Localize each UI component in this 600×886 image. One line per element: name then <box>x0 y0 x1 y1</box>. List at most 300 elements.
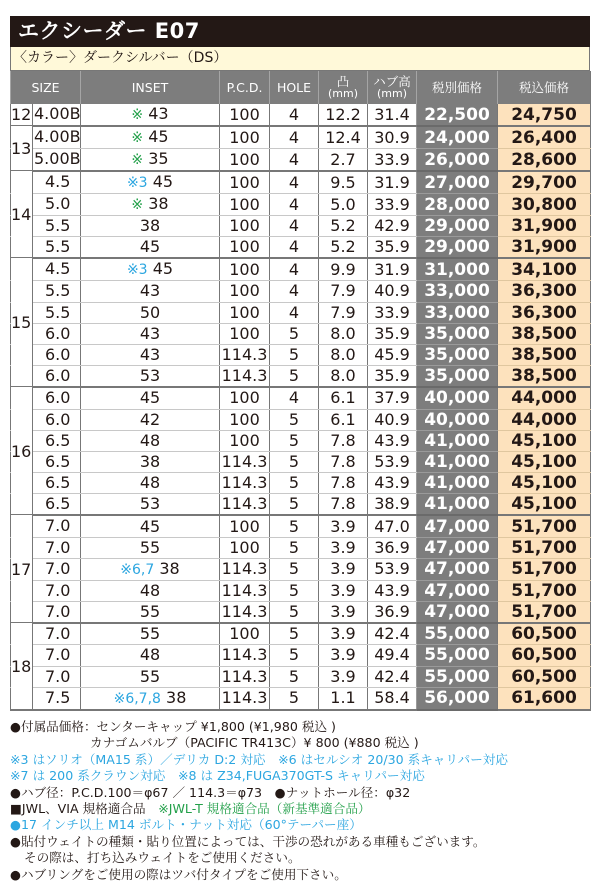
hole-cell: 4 <box>270 104 319 126</box>
inset-value: 48 <box>139 430 161 450</box>
hole-cell: 5 <box>270 451 319 472</box>
header-offset <box>319 71 368 104</box>
table-row <box>11 515 591 537</box>
offset-cell: 7.9 <box>319 281 368 302</box>
rim-size: 6.5 <box>45 494 71 514</box>
inset-cell <box>81 323 220 344</box>
inset-cell <box>81 281 220 302</box>
table-row <box>11 666 591 687</box>
hole-cell: 4 <box>270 216 319 237</box>
pcd-cell: 100 <box>220 194 270 216</box>
inset-cell <box>81 666 220 687</box>
fitment-note-marker: ※3 <box>126 175 148 191</box>
hub-diameter-note: ●ハブ径：P.C.D.100＝φ67 ／ 114.3＝φ73 ●ナットホール径：φ32 <box>10 784 411 800</box>
table-row <box>11 149 591 172</box>
price-pretax-cell: 55,000 <box>417 645 498 666</box>
price-taxin-cell: 36,300 <box>498 281 591 302</box>
hole-cell: 5 <box>270 366 319 388</box>
inset-value: 45 <box>139 516 161 536</box>
inset-value: 55 <box>139 624 161 644</box>
hub-height-cell: 33.9 <box>368 302 417 323</box>
pcd-cell: 114.3 <box>220 451 270 472</box>
inset-cell <box>81 171 220 194</box>
offset-cell: 9.9 <box>319 258 368 281</box>
diameter-divider <box>32 623 33 710</box>
inset-value: 43 <box>139 281 161 301</box>
table-row <box>11 302 591 323</box>
inset-value: 43 <box>139 345 161 365</box>
offset-cell: 9.5 <box>319 171 368 194</box>
rim-size: 7.5 <box>45 687 71 707</box>
table-row <box>11 258 591 281</box>
table-row <box>11 323 591 344</box>
rim-size: 6.0 <box>45 366 71 386</box>
hub-height-cell: 53.9 <box>368 451 417 472</box>
price-taxin-cell: 60,500 <box>498 666 591 687</box>
inset-cell <box>81 687 220 710</box>
pcd-cell: 114.3 <box>220 473 270 494</box>
inset-cell <box>81 645 220 666</box>
hub-height-cell: 43.9 <box>368 430 417 451</box>
price-pretax-cell: 22,500 <box>417 104 498 126</box>
price-taxin-cell: 34,100 <box>498 258 591 281</box>
price-taxin-cell: 45,100 <box>498 494 591 516</box>
table-row <box>11 387 591 409</box>
offset-cell: 8.0 <box>319 344 368 365</box>
rim-size: 7.0 <box>45 666 71 686</box>
inset-cell <box>81 558 220 580</box>
inset-cell <box>81 537 220 558</box>
table-row <box>11 104 591 126</box>
price-pretax-cell: 41,000 <box>417 430 498 451</box>
hub-height-cell: 30.9 <box>368 126 417 149</box>
offset-cell: 6.1 <box>319 387 368 409</box>
offset-cell: 7.8 <box>319 473 368 494</box>
header-offset-label: 凸 <box>336 74 350 90</box>
inset-value: 55 <box>139 666 161 686</box>
offset-cell: 7.8 <box>319 430 368 451</box>
offset-cell: 3.9 <box>319 645 368 666</box>
inset-value: 50 <box>139 302 161 322</box>
header-hub-label: ハブ高 <box>373 74 411 90</box>
pcd-cell: 100 <box>220 104 270 126</box>
pcd-cell: 114.3 <box>220 366 270 388</box>
table-body <box>11 104 591 710</box>
table-row <box>11 344 591 365</box>
inset-value: 35 <box>148 149 169 168</box>
rim-diameter: 13 <box>11 139 32 158</box>
hole-cell: 5 <box>270 558 319 580</box>
inset-cell <box>81 149 220 172</box>
offset-cell: 3.9 <box>319 666 368 687</box>
price-taxin-cell: 38,500 <box>498 344 591 365</box>
inset-value: 48 <box>139 473 161 493</box>
price-pretax-cell: 29,000 <box>417 237 498 259</box>
inset-cell <box>81 430 220 451</box>
diameter-divider <box>32 171 33 259</box>
offset-cell: 3.9 <box>319 602 368 624</box>
price-taxin-cell: 45,100 <box>498 473 591 494</box>
rim-size: 5.5 <box>45 237 71 257</box>
table-row <box>11 126 591 149</box>
hub-height-cell: 42.4 <box>368 623 417 645</box>
price-pretax-cell: 41,000 <box>417 494 498 516</box>
rim-size: 6.0 <box>45 388 71 408</box>
table-row <box>11 687 591 710</box>
inset-value: 53 <box>139 494 161 514</box>
hub-height-cell: 36.9 <box>368 537 417 558</box>
rim-size: 7.0 <box>45 645 71 665</box>
inset-cell <box>81 258 220 281</box>
hole-cell: 5 <box>270 430 319 451</box>
pcd-cell: 100 <box>220 281 270 302</box>
hole-cell: 4 <box>270 302 319 323</box>
hub-height-cell: 43.9 <box>368 473 417 494</box>
hub-height-cell: 37.9 <box>368 387 417 409</box>
pcd-cell: 100 <box>220 409 270 430</box>
inset-value: 38 <box>139 216 161 236</box>
hole-cell: 4 <box>270 258 319 281</box>
price-pretax-cell: 41,000 <box>417 473 498 494</box>
price-pretax-cell: 27,000 <box>417 171 498 194</box>
table-row <box>11 171 591 194</box>
hub-height-cell: 31.9 <box>368 171 417 194</box>
hub-height-cell: 33.9 <box>368 194 417 216</box>
pcd-cell: 114.3 <box>220 558 270 580</box>
price-taxin-cell: 61,600 <box>498 687 591 710</box>
price-pretax-cell: 33,000 <box>417 302 498 323</box>
header-inset: INSET <box>81 71 220 104</box>
rim-diameter: 16 <box>11 441 32 461</box>
rim-size: 6.5 <box>45 473 71 493</box>
hole-cell: 5 <box>270 494 319 516</box>
rim-diameter: 12 <box>11 105 32 124</box>
pcd-cell: 114.3 <box>220 666 270 687</box>
price-taxin-cell: 31,900 <box>498 216 591 237</box>
table-row <box>11 366 591 388</box>
hole-cell: 4 <box>270 387 319 409</box>
price-taxin-cell: 60,500 <box>498 623 591 645</box>
price-pretax-cell: 56,000 <box>417 687 498 710</box>
footnotes <box>10 719 600 883</box>
pcd-cell: 100 <box>220 258 270 281</box>
price-pretax-cell: 40,000 <box>417 409 498 430</box>
hole-cell: 5 <box>270 623 319 645</box>
pcd-cell: 100 <box>220 302 270 323</box>
price-pretax-cell: 29,000 <box>417 216 498 237</box>
price-taxin-cell: 38,500 <box>498 323 591 344</box>
fitment-note-marker: ※6,7,8 <box>113 690 161 707</box>
header-size: SIZE <box>11 71 81 104</box>
header-price-taxin: 税込価格 <box>498 71 591 104</box>
price-pretax-cell: 47,000 <box>417 537 498 558</box>
offset-cell: 6.1 <box>319 409 368 430</box>
inset-value: 42 <box>139 409 161 429</box>
inset-cell <box>81 366 220 388</box>
price-pretax-cell: 47,000 <box>417 602 498 624</box>
price-pretax-cell: 35,000 <box>417 366 498 388</box>
hubring-note: ●ハブリングをご使用の際はツバ付タイプをご使用下さい。 <box>10 866 347 882</box>
pcd-cell: 114.3 <box>220 494 270 516</box>
offset-cell: 3.9 <box>319 537 368 558</box>
price-taxin-cell: 36,300 <box>498 302 591 323</box>
jwl-via-text: ■JWL、VIA 規格適合品 <box>10 801 159 817</box>
rim-size: 7.0 <box>45 624 71 644</box>
inset-cell <box>81 580 220 601</box>
offset-cell: 2.7 <box>319 149 368 172</box>
table-row <box>11 602 591 624</box>
inset-value: 38 <box>159 558 180 578</box>
table-row <box>11 645 591 666</box>
price-pretax-cell: 28,000 <box>417 194 498 216</box>
rim-diameter: 18 <box>11 656 32 676</box>
rim-size: 7.0 <box>45 558 71 578</box>
offset-cell: 8.0 <box>319 366 368 388</box>
hub-height-cell: 49.4 <box>368 645 417 666</box>
hub-height-cell: 58.4 <box>368 687 417 710</box>
rim-size: 5.00B <box>34 149 81 168</box>
inset-value: 45 <box>139 388 161 408</box>
hole-cell: 5 <box>270 473 319 494</box>
hub-height-cell: 31.4 <box>368 104 417 126</box>
rim-size: 4.00B <box>34 127 81 146</box>
hub-height-cell: 45.9 <box>368 344 417 365</box>
rim-size: 6.0 <box>45 409 71 429</box>
price-taxin-cell: 51,700 <box>498 537 591 558</box>
price-pretax-cell: 41,000 <box>417 451 498 472</box>
inset-value: 48 <box>139 580 161 600</box>
inset-cell <box>81 387 220 409</box>
hole-cell: 5 <box>270 515 319 537</box>
pcd-cell: 100 <box>220 387 270 409</box>
rim-size: 5.0 <box>45 194 71 213</box>
hole-cell: 4 <box>270 171 319 194</box>
inset-value: 55 <box>139 602 161 622</box>
diameter-divider <box>32 515 33 624</box>
table-row <box>11 558 591 580</box>
table-row <box>11 281 591 302</box>
pcd-cell: 100 <box>220 149 270 172</box>
offset-cell: 3.9 <box>319 623 368 645</box>
offset-cell: 5.2 <box>319 216 368 237</box>
price-taxin-cell: 31,900 <box>498 237 591 259</box>
offset-cell: 3.9 <box>319 558 368 580</box>
hole-cell: 5 <box>270 323 319 344</box>
inset-value: 38 <box>148 194 169 213</box>
inset-cell <box>81 494 220 516</box>
offset-cell: 12.4 <box>319 126 368 149</box>
inset-cell <box>81 473 220 494</box>
inset-cell <box>81 409 220 430</box>
price-pretax-cell: 55,000 <box>417 623 498 645</box>
inset-cell <box>81 515 220 537</box>
price-pretax-cell: 26,000 <box>417 149 498 172</box>
fitment-note-marker: ※ <box>131 197 144 213</box>
inset-cell <box>81 104 220 126</box>
inset-value: 55 <box>139 537 161 557</box>
price-pretax-cell: 47,000 <box>417 515 498 537</box>
hole-cell: 5 <box>270 580 319 601</box>
diameter-divider <box>32 126 33 172</box>
fitment-note-marker: ※ <box>131 107 144 123</box>
fitment-note-2: ※7 は 200 系クラウン対応 ※8 は Z34,FUGA370GT-S キャリパー対応 <box>10 768 425 784</box>
header-offset-unit: (mm) <box>327 87 358 101</box>
rim-size: 6.5 <box>45 430 71 450</box>
price-taxin-cell: 44,000 <box>498 387 591 409</box>
pcd-cell: 100 <box>220 323 270 344</box>
inset-value: 38 <box>139 451 161 471</box>
header-hub-unit: (mm) <box>376 87 407 101</box>
hole-cell: 4 <box>270 149 319 172</box>
product-title: エクシーダー E07 <box>10 16 590 47</box>
price-taxin-cell: 60,500 <box>498 645 591 666</box>
price-pretax-cell: 55,000 <box>417 666 498 687</box>
offset-cell: 12.2 <box>319 104 368 126</box>
hub-height-cell: 40.9 <box>368 281 417 302</box>
hub-height-cell: 42.4 <box>368 666 417 687</box>
rim-size: 7.0 <box>45 516 71 536</box>
offset-cell: 5.2 <box>319 237 368 259</box>
inset-cell <box>81 126 220 149</box>
spec-sheet <box>10 16 590 711</box>
pcd-cell: 114.3 <box>220 687 270 710</box>
fitment-note-marker: ※ <box>131 152 144 168</box>
fitment-note-marker: ※3 <box>126 262 148 279</box>
hub-height-cell: 47.0 <box>368 515 417 537</box>
inset-cell <box>81 623 220 645</box>
pcd-cell: 114.3 <box>220 580 270 601</box>
hole-cell: 5 <box>270 602 319 624</box>
rim-diameter: 17 <box>11 559 32 579</box>
pcd-cell: 114.3 <box>220 344 270 365</box>
price-taxin-cell: 51,700 <box>498 602 591 624</box>
hole-cell: 5 <box>270 666 319 687</box>
header-hub-height <box>368 71 417 104</box>
price-taxin-cell: 28,600 <box>498 149 591 172</box>
table-row <box>11 580 591 601</box>
rim-size: 5.5 <box>45 216 71 235</box>
table-row <box>11 409 591 430</box>
hole-cell: 5 <box>270 687 319 710</box>
diameter-divider <box>32 387 33 516</box>
hole-cell: 5 <box>270 645 319 666</box>
price-taxin-cell: 51,700 <box>498 515 591 537</box>
price-pretax-cell: 35,000 <box>417 323 498 344</box>
fitment-note-marker: ※ <box>131 130 144 146</box>
inset-value: 45 <box>139 237 161 257</box>
rim-diameter: 14 <box>11 205 32 224</box>
weight-note-1: ●貼付ウェイトの種類・貼り位置によっては、干渉の恐れがある車種もございます。 <box>10 833 486 849</box>
hub-height-cell: 35.9 <box>368 323 417 344</box>
rim-size: 6.0 <box>45 344 71 364</box>
inset-value: 45 <box>152 172 174 191</box>
inset-cell <box>81 194 220 216</box>
jwl-t-text: ※JWL-T 規格適合品（新基準適合品） <box>158 801 371 817</box>
accessory-price-note: ●付属品価格：センターキャップ ¥1,800 (¥1,980 税込 ) <box>10 719 336 734</box>
price-taxin-cell: 45,100 <box>498 451 591 472</box>
inset-value: 45 <box>148 127 169 146</box>
offset-cell: 7.8 <box>319 494 368 516</box>
price-pretax-cell: 24,000 <box>417 126 498 149</box>
rim-size: 6.0 <box>45 323 71 343</box>
pcd-cell: 100 <box>220 237 270 259</box>
diameter-divider <box>32 258 33 388</box>
price-taxin-cell: 44,000 <box>498 409 591 430</box>
valve-price-note: カナゴムバルブ（PACIFIC TR413C）¥ 800 (¥880 税込 ) <box>90 735 419 751</box>
header-pcd: P.C.D. <box>220 71 270 104</box>
hub-height-cell: 38.9 <box>368 494 417 516</box>
rim-size: 4.5 <box>45 259 71 279</box>
fitment-note-1: ※3 はソリオ（MA15 系）／デリカ D:2 対応 ※6 はセルシオ 20/30 系キャリパー対応 <box>10 751 508 767</box>
table-row <box>11 237 591 259</box>
inset-cell <box>81 602 220 624</box>
inset-value: 38 <box>166 687 187 707</box>
hole-cell: 4 <box>270 237 319 259</box>
inset-cell <box>81 237 220 259</box>
hub-height-cell: 35.9 <box>368 366 417 388</box>
price-pretax-cell: 40,000 <box>417 387 498 409</box>
pcd-cell: 100 <box>220 171 270 194</box>
offset-cell: 7.9 <box>319 302 368 323</box>
rim-size: 7.0 <box>45 602 71 621</box>
hub-height-cell: 36.9 <box>368 602 417 624</box>
pcd-cell: 100 <box>220 623 270 645</box>
table-row <box>11 537 591 558</box>
rim-size: 4.5 <box>45 172 71 191</box>
price-pretax-cell: 47,000 <box>417 580 498 601</box>
hole-cell: 5 <box>270 409 319 430</box>
certification-note <box>10 801 600 817</box>
hole-cell: 5 <box>270 537 319 558</box>
inset-cell <box>81 302 220 323</box>
hub-height-cell: 43.9 <box>368 580 417 601</box>
rim-size: 4.00B <box>34 104 81 123</box>
spec-table <box>10 71 591 711</box>
hole-cell: 4 <box>270 126 319 149</box>
weight-note-2: その際は、打ち込みウェイトをご使用ください。 <box>24 850 301 866</box>
header-price-pretax: 税別価格 <box>417 71 498 104</box>
inset-cell <box>81 344 220 365</box>
price-taxin-cell: 45,100 <box>498 430 591 451</box>
rim-diameter: 15 <box>11 313 32 332</box>
pcd-cell: 100 <box>220 430 270 451</box>
table-row <box>11 451 591 472</box>
pcd-cell: 100 <box>220 515 270 537</box>
price-taxin-cell: 30,800 <box>498 194 591 216</box>
hole-cell: 4 <box>270 194 319 216</box>
table-row <box>11 194 591 216</box>
table-row <box>11 430 591 451</box>
pcd-cell: 100 <box>220 216 270 237</box>
fitment-note-marker: ※6,7 <box>120 561 155 578</box>
color-label: 〈カラー〉ダークシルバー（DS） <box>10 47 590 71</box>
hub-height-cell: 53.9 <box>368 558 417 580</box>
header-hole: HOLE <box>270 71 319 104</box>
price-pretax-cell: 33,000 <box>417 281 498 302</box>
inset-value: 45 <box>152 259 174 279</box>
price-pretax-cell: 31,000 <box>417 258 498 281</box>
price-pretax-cell: 47,000 <box>417 558 498 580</box>
rim-size: 5.5 <box>45 281 71 301</box>
pcd-cell: 100 <box>220 126 270 149</box>
hub-height-cell: 40.9 <box>368 409 417 430</box>
rim-size: 6.5 <box>45 451 71 471</box>
hole-cell: 5 <box>270 344 319 365</box>
rim-size: 7.0 <box>45 537 71 557</box>
hub-height-cell: 42.9 <box>368 216 417 237</box>
table-row <box>11 473 591 494</box>
bolt-note: ●17 インチ以上 M14 ボルト・ナット対応（60°テーパー座） <box>10 817 362 833</box>
